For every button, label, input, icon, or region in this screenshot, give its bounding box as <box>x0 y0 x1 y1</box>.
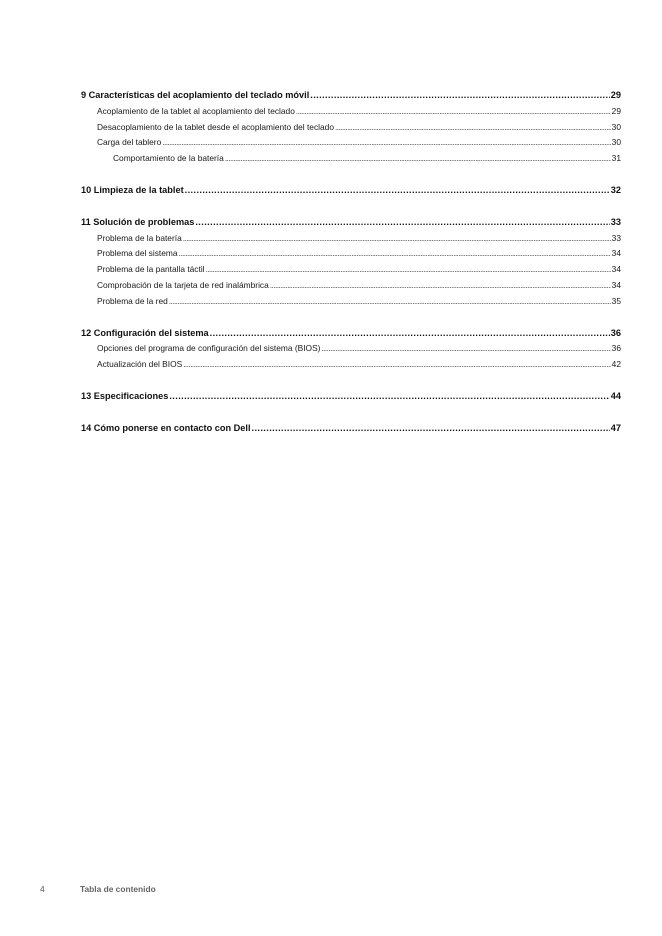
dot-leader <box>162 135 610 151</box>
dot-leader <box>169 389 609 405</box>
dot-leader <box>310 88 610 104</box>
dot-leader <box>179 246 611 262</box>
toc-entry-title: Problema de la pantalla táctil <box>97 264 205 275</box>
page-footer <box>40 884 156 894</box>
toc-entry-page: 30 <box>611 137 621 148</box>
toc-entry-page: 33 <box>610 216 621 227</box>
dot-leader <box>210 326 610 342</box>
toc-entry-page: 42 <box>611 359 621 370</box>
toc-entry-title: 13 Especificaciones <box>81 390 169 401</box>
toc-entry-title: Acoplamiento de la tablet al acoplamiento del teclado <box>97 105 295 116</box>
toc-entry-title: Comportamiento de la batería <box>113 153 224 164</box>
toc-section[interactable] <box>81 246 621 262</box>
toc-entry-page: 34 <box>611 264 621 275</box>
toc-entry-page: 30 <box>611 121 621 132</box>
toc-entry-page: 31 <box>611 153 621 164</box>
toc-section[interactable] <box>81 135 621 151</box>
toc-entry-title: Opciones del programa de configuración del sistema (BIOS) <box>97 343 321 354</box>
footer-page-number: 4 <box>40 884 45 894</box>
toc-entry-title: 11 Solución de problemas <box>81 216 195 227</box>
dot-leader <box>183 231 611 247</box>
toc-entry-page: 33 <box>611 232 621 243</box>
chapter-spacer <box>81 310 621 326</box>
dot-leader <box>169 294 611 310</box>
toc-section[interactable] <box>81 278 621 294</box>
dot-leader <box>183 357 610 373</box>
dot-leader <box>335 120 611 136</box>
chapter-spacer <box>81 199 621 215</box>
dot-leader <box>252 421 610 437</box>
toc-section[interactable] <box>81 357 621 373</box>
toc-chapter[interactable] <box>81 88 621 104</box>
chapter-spacer <box>81 405 621 421</box>
toc-chapter[interactable] <box>81 183 621 199</box>
table-of-contents <box>81 88 621 437</box>
toc-chapter[interactable] <box>81 389 621 405</box>
toc-entry-title: Actualización del BIOS <box>97 359 183 370</box>
toc-entry-page: 35 <box>611 295 621 306</box>
toc-chapter[interactable] <box>81 215 621 231</box>
dot-leader <box>206 262 611 278</box>
toc-entry-page: 29 <box>610 90 621 100</box>
toc-entry-title: Carga del tablero <box>97 137 162 148</box>
toc-entry-title: Problema del sistema <box>97 248 178 259</box>
footer-title: Tabla de contenido <box>80 884 156 894</box>
toc-section[interactable] <box>81 120 621 136</box>
toc-entry-title: 10 Limpieza de la tablet <box>81 184 184 195</box>
toc-entry-page: 34 <box>611 279 621 290</box>
toc-chapter[interactable] <box>81 421 621 437</box>
toc-section[interactable] <box>81 294 621 310</box>
toc-entry-page: 44 <box>610 390 621 401</box>
dot-leader <box>270 278 611 294</box>
toc-entry-title: 12 Configuración del sistema <box>81 327 209 338</box>
toc-section[interactable] <box>81 151 621 167</box>
toc-entry-page: 29 <box>611 105 621 116</box>
chapter-spacer <box>81 167 621 183</box>
toc-section[interactable] <box>81 341 621 357</box>
toc-section[interactable] <box>81 262 621 278</box>
toc-section[interactable] <box>81 231 621 247</box>
chapter-spacer <box>81 373 621 389</box>
toc-entry-title: Problema de la red <box>97 295 168 306</box>
toc-entry-page: 36 <box>611 343 621 354</box>
dot-leader <box>225 151 611 167</box>
toc-entry-page: 34 <box>611 248 621 259</box>
toc-chapter[interactable] <box>81 326 621 342</box>
toc-entry-title: 14 Cómo ponerse en contacto con Dell <box>81 422 251 433</box>
dot-leader <box>195 215 609 231</box>
dot-leader <box>296 104 611 120</box>
toc-entry-title: Desacoplamiento de la tablet desde el acoplamiento del teclado <box>97 121 334 132</box>
dot-leader <box>185 183 610 199</box>
toc-entry-title: 9 Características del acoplamiento del teclado móvil <box>81 90 310 100</box>
dot-leader <box>321 341 610 357</box>
toc-entry-page: 32 <box>610 184 621 195</box>
toc-entry-title: Comprobación de la tarjeta de red inalámbrica <box>97 279 269 290</box>
toc-section[interactable] <box>81 104 621 120</box>
toc-entry-page: 47 <box>610 422 621 433</box>
toc-entry-title: Problema de la batería <box>97 232 182 243</box>
toc-entry-page: 36 <box>610 327 621 338</box>
